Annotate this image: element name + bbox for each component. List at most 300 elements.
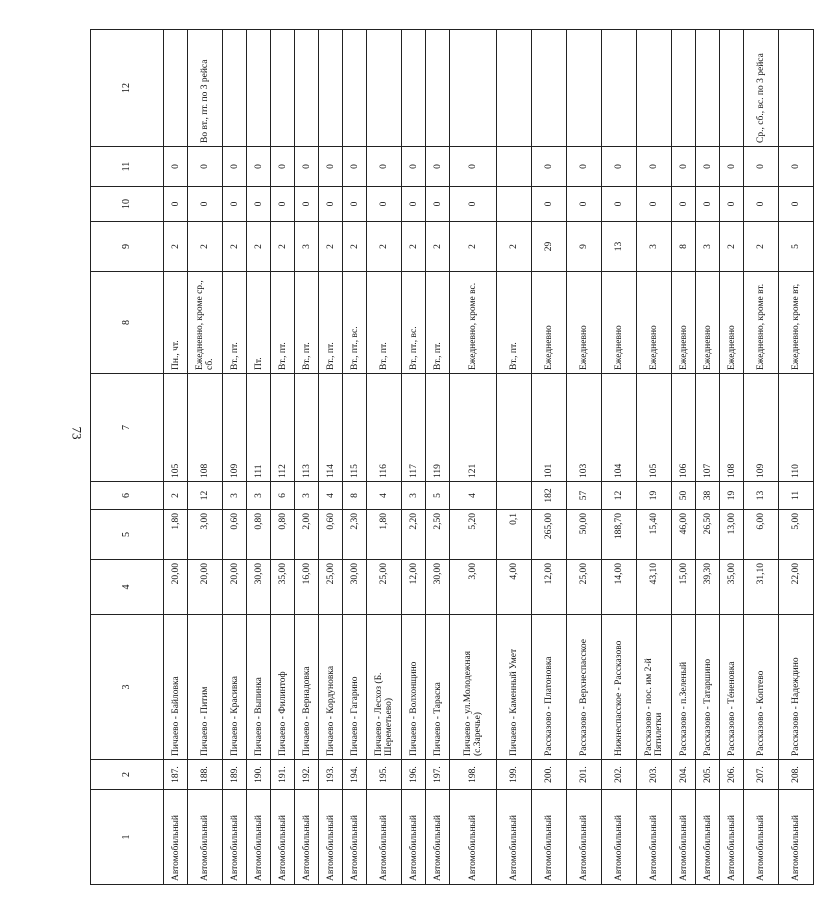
cell-note — [696, 30, 720, 147]
cell-num: 199. — [497, 760, 532, 790]
cell-c9: 2 — [497, 222, 532, 272]
cell-c7: 105 — [637, 374, 672, 482]
cell-dist2: 50,00 — [567, 510, 602, 560]
cell-c9: 2 — [247, 222, 271, 272]
cell-days: Вт., пт. — [367, 272, 402, 374]
cell-note — [450, 30, 497, 147]
cell-num: 193. — [319, 760, 343, 790]
table-row — [402, 30, 426, 885]
cell-days: Вт., пт., вс. — [402, 272, 426, 374]
cell-dist2: 2,30 — [343, 510, 367, 560]
cell-c9: 2 — [720, 222, 744, 272]
cell-c11: 0 — [164, 147, 188, 187]
cell-dist2: 46,00 — [672, 510, 696, 560]
cell-route: Пичаево - ул.Молодежная (с.Заречье) — [450, 615, 497, 760]
cell-type: Автомобильный — [672, 790, 696, 885]
cell-c7: 106 — [672, 374, 696, 482]
cell-route: Пичаево - Волхонщино — [402, 615, 426, 760]
cell-days: Вт., пт. — [223, 272, 247, 374]
cell-route: Рассказово - Татаршино — [696, 615, 720, 760]
cell-type: Автомобильный — [402, 790, 426, 885]
cell-c11: 0 — [532, 147, 567, 187]
cell-num: 204. — [672, 760, 696, 790]
cell-num: 188. — [188, 760, 223, 790]
cell-c11: 0 — [450, 147, 497, 187]
cell-stops: 8 — [343, 482, 367, 510]
cell-c9: 3 — [637, 222, 672, 272]
cell-note — [164, 30, 188, 147]
cell-stops: 3 — [247, 482, 271, 510]
cell-note: Ср., сб., вс. по 3 рейса — [744, 30, 779, 147]
cell-c9: 3 — [696, 222, 720, 272]
cell-type: Автомобильный — [271, 790, 295, 885]
cell-c11: 0 — [744, 147, 779, 187]
cell-note: Во вт., пт. по 3 рейса — [188, 30, 223, 147]
cell-c9: 2 — [223, 222, 247, 272]
cell-num: 205. — [696, 760, 720, 790]
cell-dist2: 15,40 — [637, 510, 672, 560]
cell-type: Автомобильный — [188, 790, 223, 885]
cell-route: Рассказово - Платоновка — [532, 615, 567, 760]
cell-dist2: 26,50 — [696, 510, 720, 560]
cell-stops: 57 — [567, 482, 602, 510]
cell-c11: 0 — [696, 147, 720, 187]
cell-route: Рассказово - Верхнеспасское — [567, 615, 602, 760]
cell-dist: 30,00 — [426, 560, 450, 615]
cell-dist2: 2,20 — [402, 510, 426, 560]
cell-c11: 0 — [637, 147, 672, 187]
cell-stops: 19 — [720, 482, 744, 510]
cell-c10: 0 — [720, 187, 744, 222]
cell-days: Ежедневно — [637, 272, 672, 374]
cell-c11: 0 — [271, 147, 295, 187]
cell-type: Автомобильный — [602, 790, 637, 885]
cell-dist: 31,10 — [744, 560, 779, 615]
cell-note — [343, 30, 367, 147]
cell-route: Пичаево - Кордуновка — [319, 615, 343, 760]
rotated-page — [90, 30, 801, 885]
cell-c11: 0 — [188, 147, 223, 187]
cell-num: 191. — [271, 760, 295, 790]
cell-c10: 0 — [223, 187, 247, 222]
cell-c9: 2 — [450, 222, 497, 272]
cell-c11: 0 — [720, 147, 744, 187]
cell-route: Пичаево - Вернадовка — [295, 615, 319, 760]
cell-c11: 0 — [343, 147, 367, 187]
table-row — [450, 30, 497, 885]
cell-c9: 8 — [672, 222, 696, 272]
cell-note — [779, 30, 814, 147]
cell-note — [223, 30, 247, 147]
cell-dist: 22,00 — [779, 560, 814, 615]
cell-c10: 0 — [532, 187, 567, 222]
cell-days: Ежедневно — [672, 272, 696, 374]
cell-type: Автомобильный — [497, 790, 532, 885]
cell-c11: 0 — [402, 147, 426, 187]
cell-type: Автомобильный — [779, 790, 814, 885]
cell-route: Пичаево - Выпинка — [247, 615, 271, 760]
cell-dist2: 0,1 — [497, 510, 532, 560]
header-row — [91, 30, 164, 885]
cell-c9: 29 — [532, 222, 567, 272]
cell-c10: 0 — [779, 187, 814, 222]
column-header: 2 — [91, 760, 164, 790]
cell-c11: 0 — [779, 147, 814, 187]
column-header: 1 — [91, 790, 164, 885]
table-row — [696, 30, 720, 885]
cell-c7: 101 — [532, 374, 567, 482]
cell-days: Ежедневно, кроме вс. — [450, 272, 497, 374]
cell-days: Ежедневно, кроме ср., сб. — [188, 272, 223, 374]
cell-c10: 0 — [744, 187, 779, 222]
cell-type: Автомобильный — [367, 790, 402, 885]
cell-days: Ежедневно — [567, 272, 602, 374]
cell-num: 206. — [720, 760, 744, 790]
cell-dist2: 188,70 — [602, 510, 637, 560]
cell-route: Пичаево - Филинтоф — [271, 615, 295, 760]
cell-c10: 0 — [672, 187, 696, 222]
cell-route: Рассказово - пос. им 2-й Пятилетки — [637, 615, 672, 760]
column-header: 11 — [91, 147, 164, 187]
cell-route: Рассказово - Коптево — [744, 615, 779, 760]
cell-note — [672, 30, 696, 147]
cell-num: 195. — [367, 760, 402, 790]
cell-dist2: 6,00 — [744, 510, 779, 560]
cell-note — [720, 30, 744, 147]
cell-num: 194. — [343, 760, 367, 790]
cell-type: Автомобильный — [450, 790, 497, 885]
cell-num: 190. — [247, 760, 271, 790]
cell-dist: 43,10 — [637, 560, 672, 615]
cell-c10: 0 — [567, 187, 602, 222]
cell-c9: 9 — [567, 222, 602, 272]
table-row — [271, 30, 295, 885]
cell-c9: 3 — [295, 222, 319, 272]
cell-c11: 0 — [567, 147, 602, 187]
cell-dist2: 5,00 — [779, 510, 814, 560]
cell-c10: 0 — [402, 187, 426, 222]
cell-note — [247, 30, 271, 147]
cell-c9: 2 — [744, 222, 779, 272]
cell-c10: 0 — [367, 187, 402, 222]
cell-stops: 19 — [637, 482, 672, 510]
cell-note — [532, 30, 567, 147]
table-row — [497, 30, 532, 885]
cell-dist: 12,00 — [532, 560, 567, 615]
cell-route: Нижнеспасское - Рассказово — [602, 615, 637, 760]
cell-days: Ежедневно — [532, 272, 567, 374]
cell-dist: 25,00 — [319, 560, 343, 615]
cell-c7: 114 — [319, 374, 343, 482]
cell-stops: 3 — [295, 482, 319, 510]
table-row — [188, 30, 223, 885]
cell-num: 208. — [779, 760, 814, 790]
cell-c7: 103 — [567, 374, 602, 482]
cell-c11: 0 — [319, 147, 343, 187]
cell-c7: 112 — [271, 374, 295, 482]
cell-dist: 12,00 — [402, 560, 426, 615]
cell-c10: 0 — [637, 187, 672, 222]
cell-c7: 115 — [343, 374, 367, 482]
table-body — [164, 30, 814, 885]
table-row — [426, 30, 450, 885]
cell-dist2: 265,00 — [532, 510, 567, 560]
cell-stops: 4 — [367, 482, 402, 510]
table-row — [744, 30, 779, 885]
cell-days: Пт. — [247, 272, 271, 374]
cell-c9: 2 — [271, 222, 295, 272]
cell-dist: 15,00 — [672, 560, 696, 615]
cell-c10: 0 — [426, 187, 450, 222]
cell-c9: 2 — [426, 222, 450, 272]
cell-dist: 35,00 — [271, 560, 295, 615]
cell-num: 187. — [164, 760, 188, 790]
cell-dist2: 0,80 — [271, 510, 295, 560]
column-header: 6 — [91, 482, 164, 510]
cell-note — [319, 30, 343, 147]
cell-days: Вт., пт. — [271, 272, 295, 374]
table-row — [567, 30, 602, 885]
cell-type: Автомобильный — [567, 790, 602, 885]
cell-dist2: 3,00 — [188, 510, 223, 560]
cell-num: 196. — [402, 760, 426, 790]
cell-c9: 2 — [164, 222, 188, 272]
cell-route: Пичаево - Гагарино — [343, 615, 367, 760]
cell-stops: 50 — [672, 482, 696, 510]
cell-c9: 2 — [319, 222, 343, 272]
cell-dist2: 5,20 — [450, 510, 497, 560]
cell-stops: 12 — [188, 482, 223, 510]
cell-dist: 3,00 — [450, 560, 497, 615]
cell-dist2: 0,80 — [247, 510, 271, 560]
cell-dist2: 2,00 — [295, 510, 319, 560]
cell-c11: 0 — [247, 147, 271, 187]
cell-c10: 0 — [295, 187, 319, 222]
cell-days: Ежедневно, кроме вт. — [744, 272, 779, 374]
cell-note — [402, 30, 426, 147]
cell-c7: 121 — [450, 374, 497, 482]
cell-days: Ежедневно — [720, 272, 744, 374]
cell-c10: 0 — [188, 187, 223, 222]
cell-type: Автомобильный — [532, 790, 567, 885]
cell-route: Рассказово - п.Зеленый — [672, 615, 696, 760]
cell-c11: 0 — [295, 147, 319, 187]
cell-dist: 20,00 — [164, 560, 188, 615]
cell-c9: 13 — [602, 222, 637, 272]
cell-stops: 38 — [696, 482, 720, 510]
cell-days: Вт., пт. — [295, 272, 319, 374]
cell-c10: 0 — [319, 187, 343, 222]
cell-num: 202. — [602, 760, 637, 790]
cell-dist2: 0,60 — [223, 510, 247, 560]
cell-num: 198. — [450, 760, 497, 790]
cell-c9: 2 — [367, 222, 402, 272]
cell-stops: 12 — [602, 482, 637, 510]
cell-dist: 25,00 — [567, 560, 602, 615]
cell-c11: 0 — [602, 147, 637, 187]
table-row — [164, 30, 188, 885]
cell-route: Пичаево - Лесхоз (Б. Шереметьево) — [367, 615, 402, 760]
cell-c10: 0 — [271, 187, 295, 222]
cell-type: Автомобильный — [247, 790, 271, 885]
cell-c7: 109 — [744, 374, 779, 482]
cell-c10: 0 — [450, 187, 497, 222]
cell-stops — [497, 482, 532, 510]
column-header: 5 — [91, 510, 164, 560]
cell-note — [426, 30, 450, 147]
cell-c11: 0 — [426, 147, 450, 187]
cell-route: Пичаево - Питим — [188, 615, 223, 760]
cell-c7: 117 — [402, 374, 426, 482]
table-row — [319, 30, 343, 885]
cell-c11: 0 — [367, 147, 402, 187]
cell-days: Вт., пт. — [319, 272, 343, 374]
cell-dist2: 1,80 — [164, 510, 188, 560]
table-row — [295, 30, 319, 885]
column-header: 8 — [91, 272, 164, 374]
cell-c7 — [497, 374, 532, 482]
cell-c7: 119 — [426, 374, 450, 482]
cell-type: Автомобильный — [295, 790, 319, 885]
cell-num: 201. — [567, 760, 602, 790]
cell-c10: 0 — [602, 187, 637, 222]
cell-dist2: 13,00 — [720, 510, 744, 560]
cell-num: 189. — [223, 760, 247, 790]
table-row — [532, 30, 567, 885]
cell-stops: 3 — [402, 482, 426, 510]
cell-c9: 2 — [343, 222, 367, 272]
cell-c10: 0 — [164, 187, 188, 222]
cell-c7: 108 — [720, 374, 744, 482]
cell-stops: 3 — [223, 482, 247, 510]
column-header: 4 — [91, 560, 164, 615]
cell-dist: 16,00 — [295, 560, 319, 615]
cell-route: Пичаево - Красивка — [223, 615, 247, 760]
cell-type: Автомобильный — [319, 790, 343, 885]
cell-c7: 108 — [188, 374, 223, 482]
cell-num: 207. — [744, 760, 779, 790]
cell-dist: 35,00 — [720, 560, 744, 615]
cell-note — [271, 30, 295, 147]
cell-c10 — [497, 187, 532, 222]
cell-type: Автомобильный — [343, 790, 367, 885]
cell-note — [567, 30, 602, 147]
cell-days: Вт., пт., вс. — [343, 272, 367, 374]
cell-dist: 39,30 — [696, 560, 720, 615]
cell-c11: 0 — [672, 147, 696, 187]
cell-c7: 111 — [247, 374, 271, 482]
cell-stops: 5 — [426, 482, 450, 510]
cell-dist: 20,00 — [223, 560, 247, 615]
cell-stops: 13 — [744, 482, 779, 510]
cell-c10: 0 — [247, 187, 271, 222]
cell-type: Автомобильный — [744, 790, 779, 885]
cell-stops: 182 — [532, 482, 567, 510]
cell-num: 200. — [532, 760, 567, 790]
cell-dist2: 0,60 — [319, 510, 343, 560]
cell-num: 192. — [295, 760, 319, 790]
cell-c9: 2 — [188, 222, 223, 272]
cell-note — [497, 30, 532, 147]
cell-note — [295, 30, 319, 147]
table-row — [637, 30, 672, 885]
routes-table — [90, 29, 814, 885]
cell-dist: 14,00 — [602, 560, 637, 615]
cell-type: Автомобильный — [164, 790, 188, 885]
table-row — [602, 30, 637, 885]
cell-route: Пичаево - Байловка — [164, 615, 188, 760]
cell-stops: 11 — [779, 482, 814, 510]
cell-stops: 2 — [164, 482, 188, 510]
table-row — [367, 30, 402, 885]
cell-note — [367, 30, 402, 147]
cell-dist: 20,00 — [188, 560, 223, 615]
cell-stops: 6 — [271, 482, 295, 510]
cell-days: Вт., пт. — [497, 272, 532, 374]
cell-days: Ежедневно — [696, 272, 720, 374]
cell-dist: 25,00 — [367, 560, 402, 615]
table-row — [720, 30, 744, 885]
cell-c7: 109 — [223, 374, 247, 482]
cell-days: Пн., чт. — [164, 272, 188, 374]
cell-stops: 4 — [319, 482, 343, 510]
cell-c7: 110 — [779, 374, 814, 482]
cell-c7: 113 — [295, 374, 319, 482]
cell-num: 203. — [637, 760, 672, 790]
cell-c10: 0 — [343, 187, 367, 222]
column-header: 12 — [91, 30, 164, 147]
cell-route: Рассказово - Надеждино — [779, 615, 814, 760]
table-row — [779, 30, 814, 885]
cell-days: Ежедневно, кроме вт, — [779, 272, 814, 374]
cell-note — [602, 30, 637, 147]
cell-type: Автомобильный — [223, 790, 247, 885]
page-number: 73 — [69, 426, 85, 440]
cell-c7: 105 — [164, 374, 188, 482]
cell-dist2: 2,50 — [426, 510, 450, 560]
cell-num: 197. — [426, 760, 450, 790]
cell-c11 — [497, 147, 532, 187]
cell-route: Пичаево - Тараска — [426, 615, 450, 760]
cell-days: Ежедневно — [602, 272, 637, 374]
column-header: 10 — [91, 187, 164, 222]
cell-note — [637, 30, 672, 147]
cell-type: Автомобильный — [637, 790, 672, 885]
cell-c9: 5 — [779, 222, 814, 272]
column-header: 7 — [91, 374, 164, 482]
cell-dist: 30,00 — [247, 560, 271, 615]
cell-c10: 0 — [696, 187, 720, 222]
cell-dist: 30,00 — [343, 560, 367, 615]
cell-dist2: 1,80 — [367, 510, 402, 560]
column-header: 3 — [91, 615, 164, 760]
cell-type: Автомобильный — [426, 790, 450, 885]
table-row — [247, 30, 271, 885]
cell-type: Автомобильный — [696, 790, 720, 885]
cell-c7: 107 — [696, 374, 720, 482]
table-row — [223, 30, 247, 885]
table-row — [672, 30, 696, 885]
cell-c11: 0 — [223, 147, 247, 187]
cell-route: Пичаево - Каменный Умет — [497, 615, 532, 760]
cell-route: Рассказово - Téненовка — [720, 615, 744, 760]
cell-dist: 4,00 — [497, 560, 532, 615]
column-header: 9 — [91, 222, 164, 272]
cell-type: Автомобильный — [720, 790, 744, 885]
table-row — [343, 30, 367, 885]
cell-c7: 116 — [367, 374, 402, 482]
cell-c7: 104 — [602, 374, 637, 482]
